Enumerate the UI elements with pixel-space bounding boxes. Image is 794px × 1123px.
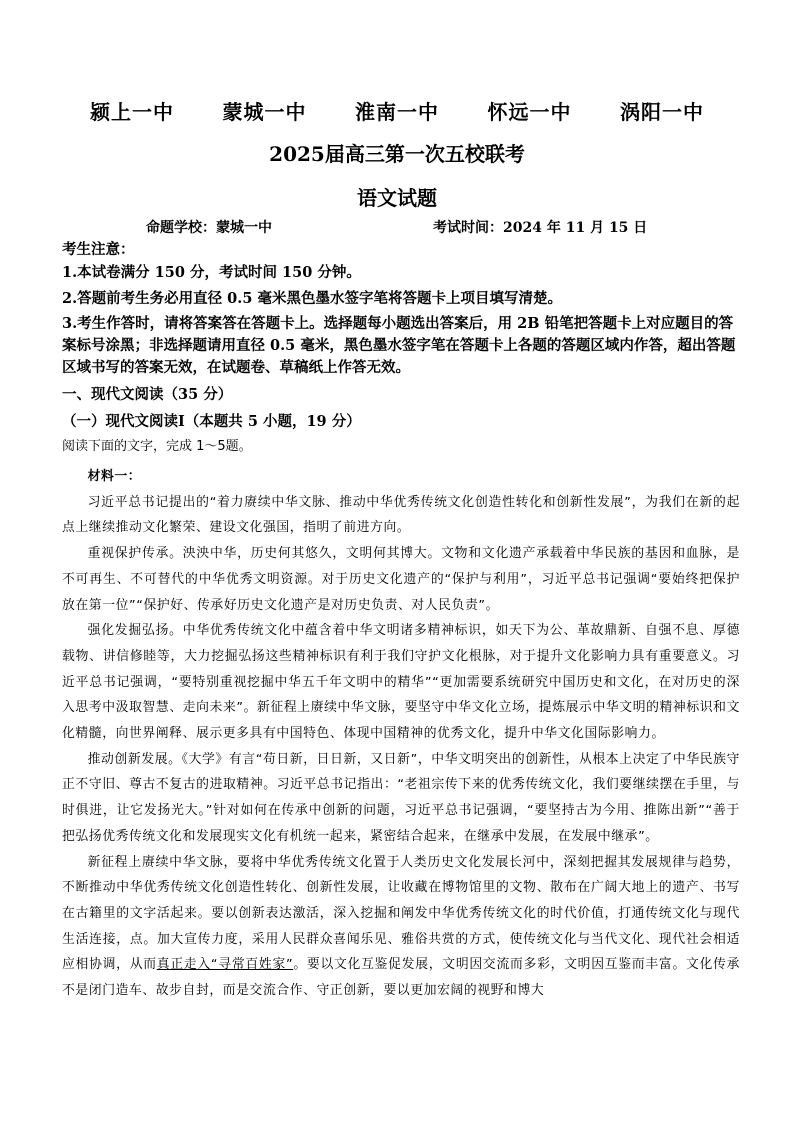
school-name: 蒙城一中 [222,100,307,124]
material-label: 材料一： [87,469,142,484]
reading-instruction: 阅读下面的文字，完成 1～5题。 [62,439,252,454]
passage-text: 新征程上赓续中华文脉，要将中华优秀传统文化置于人类历史文化发展长河中，深刻把握其发展规律与趋势，不断推动中华优秀传统文化创造性转化、创新性发展，让收藏在博物馆里的文物、散布在广阔大地上的遗产、书写在古籍里的文字活起来。要以创新表达激活，深入挖掘和阐发中华优秀传统文化的时代价值，打通传统文化与现代生活连接，点。加大宣传力度，采用人民群众喜闻乐见、雅俗共赏的方式，使传统文化与当代文化、现代社会相适应相协调，从而 [62,854,740,973]
reading-passage [62,464,740,1004]
school-list [90,96,704,125]
section-title: 一、现代文阅读（35 分） [62,386,233,403]
passage-paragraph: 强化发掘弘扬。中华优秀传统文化中蕴含着中华文明诸多精神标识，如天下为公、革故鼎新、自强不息、厚德载物、讲信修睦等，大力挖掘弘扬这些精神标识有利于我们守护文化根脉，对于提升文化影响力具有重要意义。习近平总书记强调，“要特别重视挖掘中华五千年文明中的精华”“更加需要系统研究中国历史和文化，在对历史的深入思考中汲取智慧、走向未来”。新征程上赓续中华文脉，要坚守中华文化立场，提炼展示中华文明的精神标识和文化精髓，向世界阐释、展示更多具有中国特色、体现中国精神的优秀文化，提升中华文化国际影响力。 [62,623,740,742]
exam-time: 考试时间：2024 年 11 月 15 日 [433,220,648,236]
exam-title: 2025届高三第一次五校联考 [269,142,525,166]
exam-meta [0,217,794,237]
passage-text: 。要以文化互鉴促发展，文明因交流而多彩，文明因互鉴而丰富。文化传承不是闭门造车、故步自封，而是交流合作、守正创新，要以更加宏阔的视野和博大 [62,957,741,999]
notice-item: 1.本试卷满分 150 分，考试时间 150 分钟。 [62,264,361,281]
section-subtitle: （一）现代文阅读Ⅰ（本题共 5 小题，19 分） [62,413,361,430]
subject-title: 语文试题 [357,186,437,210]
notice-item: 3.考生作答时，请将答案答在答题卡上。选择题每小题选出答案后，用 2B 铅笔把答题卡上对应题目的答案标号涂黑；非选择题请用直径 0.5 毫米，黑色墨水签字笔在答题卡上各题的答题区域内作答，超出答题区域书写的答案无效，在试题卷、草稿纸上作答无效。 [62,315,736,376]
passage-paragraph [62,850,740,1004]
setter-school: 命题学校：蒙城一中 [146,220,272,236]
school-name: 淮南一中 [355,100,439,124]
school-name: 颍上一中 [90,100,174,124]
notice-heading: 考生注意： [62,241,135,258]
passage-paragraph: 推动创新发展。《大学》有言“苟日新，日日新，又日新”，中华文明突出的创新性，从根本上决定了中华民族守正不守旧、尊古不复古的进取精神。习近平总书记指出：“老祖宗传下来的优秀传统文化，我们要继续摆在手里，与时俱进，让它发扬光大。”针对如何在传承中创新的问题，习近平总书记强调，“要坚持古为今用、推陈出新”“善于把弘扬优秀传统文化和发展现实文化有机统一起来，紧密结合起来，在继承中发展，在发展中继承”。 [62,751,740,844]
passage-paragraph: 习近平总书记提出的“着力赓续中华文脉、推动中华优秀传统文化创造性转化和创新性发展”，为我们在新的起点上继续推动文化繁荣、建设文化强国，指明了前进方向。 [62,494,740,536]
school-name: 涡阳一中 [620,100,704,124]
notice-item: 2.答题前考生务必用直径 0.5 毫米黑色墨水签字笔将答题卡上项目填写清楚。 [62,290,562,307]
underlined-phrase: 真正走入“寻常百姓家” [156,957,294,973]
passage-paragraph: 重视保护传承。泱泱中华，历史何其悠久，文明何其博大。文物和文化遗产承载着中华民族的基因和血脉，是不可再生、不可替代的中华优秀文明资源。对于历史文化遗产的“保护与利用”，习近平总书记强调“要始终把保护放在第一位”“保护好、传承好历史文化遗产是对历史负责、对人民负责”。 [62,546,740,613]
school-name: 怀远一中 [487,100,572,124]
